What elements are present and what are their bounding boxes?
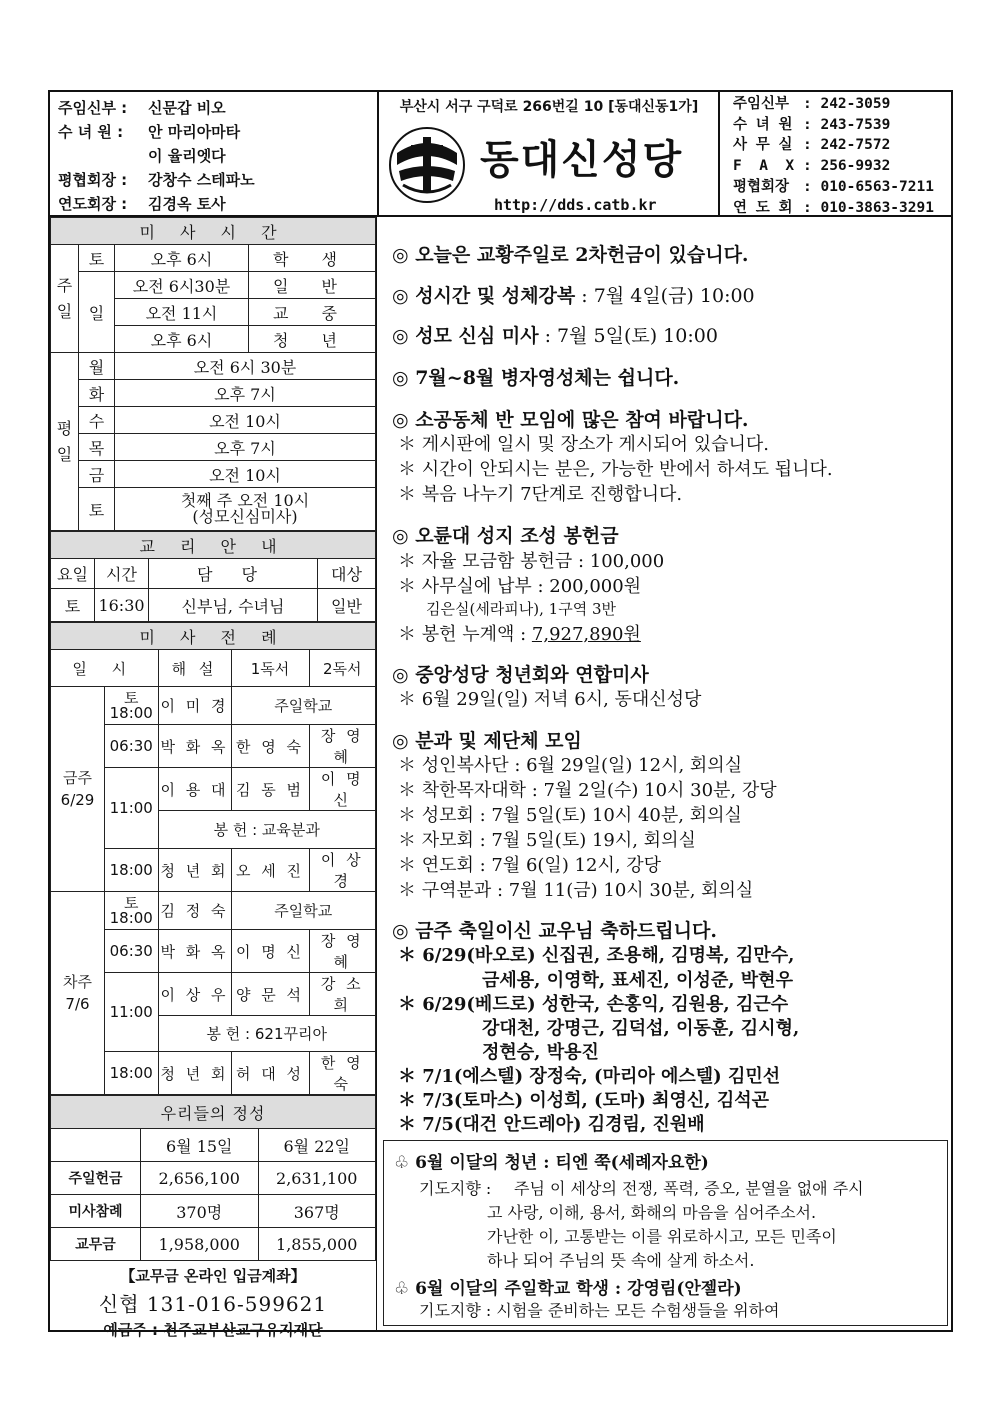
sat-mass-cell bbox=[105, 892, 159, 930]
contact-list bbox=[733, 94, 934, 218]
liturgy-header: 1독서 bbox=[231, 650, 309, 687]
week-name: 금주 bbox=[63, 769, 92, 787]
host-cell: 청 년 회 bbox=[158, 1052, 231, 1095]
mass-target: 일 반 bbox=[249, 272, 376, 299]
mass-time: 오후 6시 bbox=[115, 245, 249, 272]
week-date: 6/29 bbox=[60, 791, 95, 809]
contact-value: : 243-7539 bbox=[803, 116, 891, 133]
catechism-cell: 토 bbox=[51, 589, 95, 622]
offerings-label: 주일헌금 bbox=[51, 1162, 141, 1195]
host-cell: 이 미 경 bbox=[158, 687, 231, 725]
church-logo bbox=[387, 125, 467, 205]
youth-prayer-line: 고 사랑, 이해, 용서, 화해의 마음을 심어주소서. bbox=[487, 1203, 817, 1222]
reader1-cell: 이 명 신 bbox=[231, 930, 309, 973]
offerings-value: 370명 bbox=[141, 1195, 259, 1228]
week-name: 차주 bbox=[63, 973, 92, 991]
feast-line: ＊ 7/1(에스텔) 장정숙, (마리아 에스텔) 김민선 bbox=[398, 1066, 781, 1087]
liturgy-table bbox=[50, 622, 376, 1095]
youth-prayer-line: 가난한 이, 고통받는 이를 위로하시고, 모든 민족이 bbox=[487, 1227, 837, 1246]
host-cell: 이 상 우 bbox=[158, 973, 231, 1016]
staff-value: 신문갑 비오 bbox=[148, 99, 226, 117]
contact-value: : 010-3863-3291 bbox=[803, 199, 934, 216]
youth-prayer-title: ♧ 6월 이달의 청년 : 티엔 쭉(세례자요한) bbox=[394, 1153, 709, 1173]
staff-value: 이 율리엣다 bbox=[148, 147, 226, 165]
weekday-time: 오전 10시 bbox=[115, 461, 376, 488]
reader1-cell: 김 동 범 bbox=[231, 768, 309, 811]
weekday: 토 bbox=[79, 488, 115, 531]
reader-cell: 주일학교 bbox=[231, 892, 376, 930]
student-prayer-title: ♧ 6월 이달의 주일학교 학생 : 강영림(안젤라) bbox=[394, 1279, 742, 1299]
catechism-table bbox=[50, 531, 376, 622]
notice-holy-hour bbox=[392, 281, 755, 308]
time-cell: 18:00 bbox=[105, 849, 159, 892]
account-holder: 예금주 : 천주교부산교구유지재단 bbox=[103, 1321, 323, 1339]
reader1-cell: 한 영 숙 bbox=[231, 725, 309, 768]
feast-line: ＊ 7/5(대건 안드레아) 김경림, 진원배 bbox=[398, 1114, 705, 1135]
weekday: 금 bbox=[79, 461, 115, 488]
catechism-cell: 일반 bbox=[318, 589, 376, 622]
offerings-value: 2,656,100 bbox=[141, 1162, 259, 1195]
reader1-cell: 허 대 성 bbox=[231, 1052, 309, 1095]
weekday-time: 오후 7시 bbox=[115, 434, 376, 461]
total-label: ＊ 봉헌 누계액 : bbox=[398, 624, 532, 645]
weekday-time: 오전 10시 bbox=[115, 407, 376, 434]
notice-youth-mass: ◎ 중앙성당 청년회와 연합미사 bbox=[392, 664, 649, 686]
youth-prayer-line: 하나 되어 주님의 뜻 속에 살게 하소서. bbox=[487, 1251, 755, 1270]
reader2-cell: 한 영 숙 bbox=[309, 1052, 376, 1095]
staff-list bbox=[58, 96, 255, 216]
staff-value: 김경옥 토사 bbox=[148, 195, 226, 213]
reader-cell: 주일학교 bbox=[231, 687, 376, 725]
offerings-title: 우리들의 정성 bbox=[51, 1096, 376, 1129]
notice-mission-sunday: ◎ 오늘은 교황주일로 2차헌금이 있습니다. bbox=[392, 244, 749, 266]
mass-times-title: 미 사 시 간 bbox=[51, 218, 376, 245]
notice-total bbox=[398, 620, 641, 646]
contact-value: : 242-7572 bbox=[803, 137, 891, 154]
catechism-header: 요일 bbox=[51, 559, 95, 589]
catechism-header: 대상 bbox=[318, 559, 376, 589]
mass-time: 오전 6시30분 bbox=[115, 272, 249, 299]
notice-title: ◎ 성모 신심 미사 bbox=[392, 325, 539, 347]
notice-sub: ＊ 사무실에 납부 : 200,000원 bbox=[398, 576, 642, 597]
offerings-value: 1,958,000 bbox=[141, 1228, 259, 1261]
sat-mass-note: (성모신심미사) bbox=[192, 507, 298, 526]
contact-value: : 010-6563-7211 bbox=[803, 178, 934, 195]
contact-value: : 256-9932 bbox=[803, 158, 891, 175]
offering-cell: 봉 헌 : 교육분과 bbox=[158, 811, 376, 849]
sat-mass-cell bbox=[105, 687, 159, 725]
notice-sub: ＊ 자모회 : 7월 5일(토) 19시, 회의실 bbox=[398, 830, 696, 851]
notice-sub: ＊ 착한목자대학 : 7월 2일(수) 10시 30분, 강당 bbox=[398, 780, 777, 801]
catechism-header: 시간 bbox=[95, 559, 149, 589]
notice-sub: ＊ 구역분과 : 7월 11(금) 10시 30분, 회의실 bbox=[398, 880, 754, 901]
reader2-cell: 장 영 혜 bbox=[309, 725, 376, 768]
notice-marian-mass bbox=[392, 321, 718, 348]
feast-line: ＊ 6/29(바오로) 신집권, 조용해, 김명복, 김만수, bbox=[398, 945, 795, 966]
offerings-label: 교무금 bbox=[51, 1228, 141, 1261]
time-cell: 11:00 bbox=[105, 768, 159, 849]
reader1-cell: 양 문 석 bbox=[231, 973, 309, 1016]
account-title: 【교무금 온라인 입금계좌】 bbox=[120, 1267, 306, 1285]
staff-value: 강창수 스테파노 bbox=[148, 171, 255, 189]
host-cell: 이 용 대 bbox=[158, 768, 231, 811]
notice-sub: ＊ 성모회 : 7월 5일(토) 10시 40분, 회의실 bbox=[398, 805, 742, 826]
day-label: 일 bbox=[79, 272, 115, 353]
contact-label: 평협회장 bbox=[733, 178, 790, 195]
staff-label: 평협회장 : bbox=[58, 171, 128, 189]
contact-label: 수 녀 원 bbox=[733, 116, 793, 133]
reader1-cell: 오 세 진 bbox=[231, 849, 309, 892]
liturgy-header: 해 설 bbox=[158, 650, 231, 687]
student-prayer-line: 기도지향 : 시험을 준비하는 모든 수험생들을 위하여 bbox=[419, 1301, 780, 1320]
notice-meetings: ◎ 분과 및 제단체 모임 bbox=[392, 730, 582, 752]
sunday-label: 주일 bbox=[51, 245, 79, 353]
notice-sub: ＊ 6월 29일(일) 저녁 6시, 동대신성당 bbox=[398, 689, 702, 710]
sat-time: 18:00 bbox=[109, 908, 153, 927]
offerings-value: 367명 bbox=[258, 1195, 376, 1228]
weekday-label: 평일 bbox=[51, 353, 79, 531]
reader2-cell: 장 영 혜 bbox=[309, 930, 376, 973]
time-cell: 18:00 bbox=[105, 1052, 159, 1095]
liturgy-title: 미 사 전 례 bbox=[51, 623, 376, 650]
time-cell: 11:00 bbox=[105, 973, 159, 1052]
host-cell: 박 화 옥 bbox=[158, 930, 231, 973]
week-label bbox=[51, 687, 105, 892]
offerings-table bbox=[50, 1095, 376, 1261]
notice-sub: ＊ 시간이 안되시는 분은, 가능한 반에서 하셔도 됩니다. bbox=[398, 459, 833, 480]
sat-mass-time: 첫째 주 오전 10시 bbox=[180, 491, 310, 510]
reader2-cell: 이 상 경 bbox=[309, 849, 376, 892]
liturgy-header: 일 시 bbox=[51, 650, 159, 687]
notice-sub: ＊ 성인복사단 : 6월 29일(일) 12시, 회의실 bbox=[398, 755, 743, 776]
catechism-header: 담 당 bbox=[149, 559, 318, 589]
account-box bbox=[50, 1261, 376, 1340]
feast-line: 금세용, 이영학, 표세진, 이성준, 박현우 bbox=[482, 970, 793, 991]
week-date: 7/6 bbox=[65, 995, 90, 1013]
notice-feast-days: ◎ 금주 축일이신 교우님 축하드립니다. bbox=[392, 920, 717, 942]
offerings-value: 2,631,100 bbox=[258, 1162, 376, 1195]
mass-target: 학 생 bbox=[249, 245, 376, 272]
offerings-blank bbox=[51, 1129, 141, 1162]
catechism-title: 교 리 안 내 bbox=[51, 532, 376, 559]
liturgy-header: 2독서 bbox=[309, 650, 376, 687]
offerings-date: 6월 22일 bbox=[258, 1129, 376, 1162]
mass-time: 오후 6시 bbox=[115, 326, 249, 353]
sat-label: 토 bbox=[124, 688, 139, 707]
offering-cell: 봉 헌 : 621꾸리아 bbox=[158, 1016, 376, 1052]
sat-label: 토 bbox=[79, 245, 115, 272]
mass-target: 청 년 bbox=[249, 326, 376, 353]
weekday-time-sat bbox=[115, 488, 376, 531]
staff-label: 연도회장 : bbox=[58, 195, 128, 213]
weekday: 목 bbox=[79, 434, 115, 461]
host-cell: 박 화 옥 bbox=[158, 725, 231, 768]
offerings-date: 6월 15일 bbox=[141, 1129, 259, 1162]
host-cell: 청 년 회 bbox=[158, 849, 231, 892]
notice-small-community: ◎ 소공동체 반 모임에 많은 참여 바랍니다. bbox=[392, 409, 749, 431]
reader2-cell: 이 명 신 bbox=[309, 768, 376, 811]
total-value: 7,927,890원 bbox=[531, 624, 641, 645]
notice-shrine-fund: ◎ 오륜대 성지 조성 봉헌금 bbox=[392, 525, 619, 547]
feast-line: ＊ 6/29(베드로) 성한국, 손홍익, 김원용, 김근수 bbox=[398, 994, 789, 1015]
notice-sub: ＊ 복음 나누기 7단계로 진행합니다. bbox=[398, 484, 683, 505]
church-website[interactable]: http://dds.catb.kr bbox=[494, 196, 657, 214]
notice-title: ◎ 성시간 및 성체강복 bbox=[392, 285, 576, 307]
time-cell: 06:30 bbox=[105, 725, 159, 768]
feast-line: 정현승, 박용진 bbox=[482, 1042, 599, 1063]
notice-detail: : 7월 4일(금) 10:00 bbox=[575, 285, 755, 307]
notice-sub: ＊ 자율 모금함 봉헌금 : 100,000 bbox=[398, 551, 665, 572]
contact-label: 주임신부 bbox=[733, 96, 790, 112]
contact-value: : 242-3059 bbox=[803, 96, 891, 112]
mass-target: 교 중 bbox=[249, 299, 376, 326]
weekday: 수 bbox=[79, 407, 115, 434]
notice-sub-donor: 김은실(세라피나), 1구역 3반 bbox=[426, 600, 616, 618]
time-cell: 06:30 bbox=[105, 930, 159, 973]
notice-sub: ＊ 게시판에 일시 및 장소가 게시되어 있습니다. bbox=[398, 434, 770, 455]
contact-label: F A X bbox=[733, 158, 795, 175]
catechism-cell: 16:30 bbox=[95, 589, 149, 622]
sat-time: 18:00 bbox=[109, 703, 153, 722]
notice-detail: : 7월 5일(토) 10:00 bbox=[538, 325, 718, 347]
church-address: 부산시 서구 구덕로 266번길 10 [동대신동1가] bbox=[399, 99, 699, 115]
catechism-cell: 신부님, 수녀님 bbox=[149, 589, 318, 622]
left-column bbox=[48, 217, 377, 1339]
church-name: 동대신성당 bbox=[480, 137, 684, 183]
sat-label: 토 bbox=[124, 893, 139, 912]
youth-prayer-label: 기도지향 : bbox=[419, 1179, 492, 1198]
notice-sick-communion: ◎ 7월~8월 병자영성체는 쉽니다. bbox=[392, 367, 680, 389]
staff-label: 수 녀 원 : bbox=[58, 123, 124, 141]
weekday: 월 bbox=[79, 353, 115, 380]
mass-times-table bbox=[50, 217, 376, 531]
feast-line: ＊ 7/3(토마스) 이성희, (도마) 최영신, 김석곤 bbox=[398, 1090, 769, 1111]
contact-label: 연 도 회 bbox=[733, 199, 793, 216]
host-cell: 김 정 숙 bbox=[158, 892, 231, 930]
youth-prayer-line: 주님 이 세상의 전쟁, 폭력, 증오, 분열을 없애 주시 bbox=[514, 1179, 864, 1198]
offerings-label: 미사참례 bbox=[51, 1195, 141, 1228]
account-number: 신협 131-016-599621 bbox=[98, 1292, 328, 1316]
weekday-time: 오후 7시 bbox=[115, 380, 376, 407]
weekday: 화 bbox=[79, 380, 115, 407]
notice-sub: ＊ 연도회 : 7월 6(일) 12시, 강당 bbox=[398, 855, 662, 876]
weekday-time: 오전 6시 30분 bbox=[115, 353, 376, 380]
staff-value: 안 마리아마타 bbox=[148, 123, 241, 141]
staff-label: 주임신부 : bbox=[58, 99, 128, 117]
contact-label: 사 무 실 bbox=[733, 137, 793, 154]
reader2-cell: 강 소 희 bbox=[309, 973, 376, 1016]
feast-line: 강대천, 강명근, 김덕섭, 이동훈, 김시형, bbox=[482, 1018, 800, 1039]
week-label bbox=[51, 892, 105, 1095]
offerings-value: 1,855,000 bbox=[258, 1228, 376, 1261]
mass-time: 오전 11시 bbox=[115, 299, 249, 326]
